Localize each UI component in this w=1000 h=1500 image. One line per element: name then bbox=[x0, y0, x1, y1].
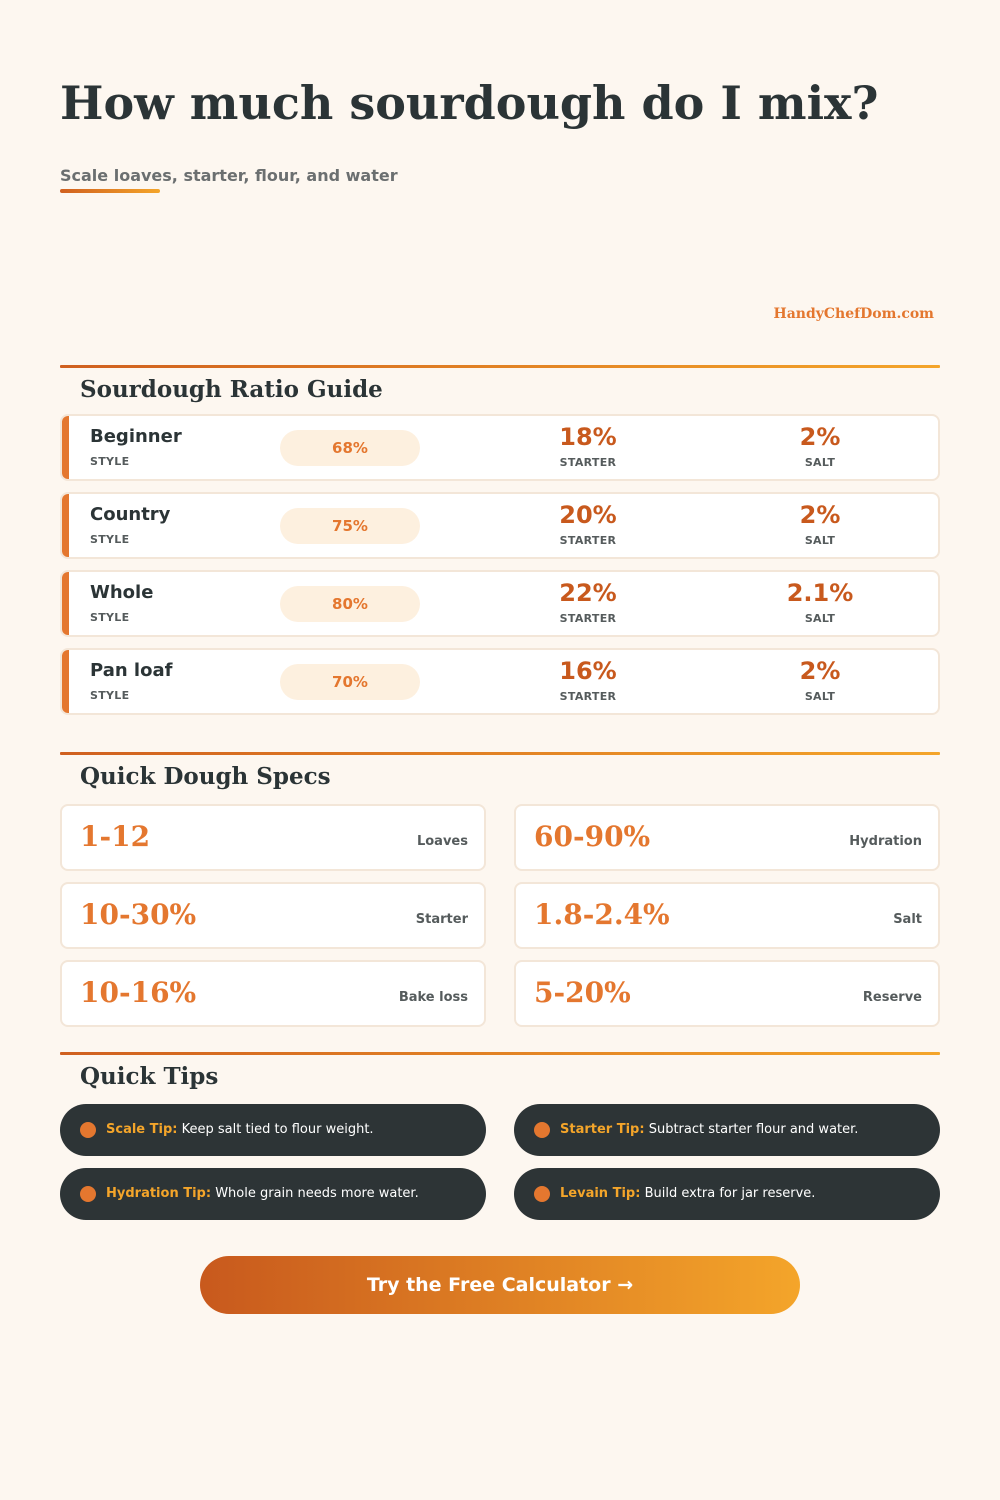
spec-value: 1-12 bbox=[80, 820, 151, 853]
spec-value: 60-90% bbox=[534, 820, 651, 853]
bullet-dot-icon bbox=[534, 1186, 550, 1202]
section-divider bbox=[60, 365, 940, 368]
hydration-pill: 68% bbox=[280, 430, 420, 466]
salt-stat bbox=[750, 500, 890, 547]
bullet-dot-icon bbox=[534, 1122, 550, 1138]
spec-value: 5-20% bbox=[534, 976, 631, 1009]
row-accent-bar bbox=[62, 650, 69, 713]
tip-title: Scale Tip: bbox=[106, 1122, 178, 1137]
salt-value: 2% bbox=[799, 657, 841, 685]
style-name: Pan loaf bbox=[90, 660, 173, 681]
salt-value: 2.1% bbox=[786, 579, 854, 607]
brand-name: HandyChefDom.com bbox=[773, 306, 934, 322]
page-subtitle: Scale loaves, starter, flour, and water bbox=[60, 166, 398, 185]
section-divider bbox=[60, 752, 940, 755]
page-title: How much sourdough do I mix? bbox=[60, 76, 879, 130]
salt-label: SALT bbox=[804, 612, 836, 625]
salt-label: SALT bbox=[804, 690, 836, 703]
style-label: STYLE bbox=[90, 689, 130, 702]
starter-stat bbox=[518, 422, 658, 469]
ratio-row-whole bbox=[60, 570, 940, 637]
spec-label: Starter bbox=[415, 912, 468, 927]
ratio-row-country bbox=[60, 492, 940, 559]
tips-title: Quick Tips bbox=[80, 1063, 219, 1090]
starter-value: 18% bbox=[559, 423, 617, 451]
section-divider bbox=[60, 1052, 940, 1055]
spec-value: 10-16% bbox=[80, 976, 197, 1009]
specs-title: Quick Dough Specs bbox=[80, 763, 331, 790]
spec-card-reserve bbox=[514, 960, 940, 1027]
spec-card-salt bbox=[514, 882, 940, 949]
tip-body: Build extra for jar reserve. bbox=[644, 1186, 816, 1201]
spec-card-bake-loss bbox=[60, 960, 486, 1027]
starter-stat bbox=[518, 500, 658, 547]
starter-label: STARTER bbox=[559, 456, 617, 469]
starter-stat bbox=[518, 656, 658, 703]
salt-stat bbox=[750, 578, 890, 625]
salt-stat bbox=[750, 656, 890, 703]
spec-label: Salt bbox=[893, 912, 922, 927]
tip-title: Hydration Tip: bbox=[106, 1186, 212, 1201]
starter-label: STARTER bbox=[559, 690, 617, 703]
tip-text bbox=[560, 1168, 815, 1220]
ratio-guide-title: Sourdough Ratio Guide bbox=[80, 376, 383, 403]
bullet-dot-icon bbox=[80, 1122, 96, 1138]
salt-label: SALT bbox=[804, 534, 836, 547]
style-label: STYLE bbox=[90, 533, 130, 546]
starter-value: 16% bbox=[559, 657, 617, 685]
style-name: Country bbox=[90, 504, 171, 525]
tip-text bbox=[106, 1168, 419, 1220]
tips-section bbox=[60, 1052, 940, 1201]
tip-text bbox=[106, 1104, 374, 1156]
tip-body: Subtract starter flour and water. bbox=[648, 1122, 859, 1137]
spec-label: Bake loss bbox=[398, 990, 468, 1005]
salt-label: SALT bbox=[804, 456, 836, 469]
starter-value: 20% bbox=[559, 501, 617, 529]
tip-title: Starter Tip: bbox=[560, 1122, 645, 1137]
tip-body: Keep salt tied to flour weight. bbox=[181, 1122, 374, 1137]
starter-value: 22% bbox=[559, 579, 617, 607]
salt-value: 2% bbox=[799, 501, 841, 529]
try-calculator-button[interactable]: Try the Free Calculator → bbox=[200, 1256, 800, 1314]
row-accent-bar bbox=[62, 416, 69, 479]
ratio-row-beginner bbox=[60, 414, 940, 481]
starter-label: STARTER bbox=[559, 534, 617, 547]
specs-section bbox=[60, 752, 940, 1009]
tip-text bbox=[560, 1104, 858, 1156]
spec-label: Loaves bbox=[416, 834, 468, 849]
starter-stat bbox=[518, 578, 658, 625]
tip-starter bbox=[514, 1104, 940, 1156]
tip-body: Whole grain needs more water. bbox=[215, 1186, 419, 1201]
tip-levain bbox=[514, 1168, 940, 1220]
salt-stat bbox=[750, 422, 890, 469]
hydration-pill: 75% bbox=[280, 508, 420, 544]
tip-scale bbox=[60, 1104, 486, 1156]
hydration-pill: 80% bbox=[280, 586, 420, 622]
style-label: STYLE bbox=[90, 455, 130, 468]
salt-value: 2% bbox=[799, 423, 841, 451]
spec-card-hydration bbox=[514, 804, 940, 871]
style-label: STYLE bbox=[90, 611, 130, 624]
tip-hydration bbox=[60, 1168, 486, 1220]
spec-card-loaves bbox=[60, 804, 486, 871]
tip-title: Levain Tip: bbox=[560, 1186, 641, 1201]
hydration-pill: 70% bbox=[280, 664, 420, 700]
row-accent-bar bbox=[62, 572, 69, 635]
row-accent-bar bbox=[62, 494, 69, 557]
spec-value: 1.8-2.4% bbox=[534, 898, 670, 931]
spec-value: 10-30% bbox=[80, 898, 197, 931]
bullet-dot-icon bbox=[80, 1186, 96, 1202]
ratio-row-pan-loaf bbox=[60, 648, 940, 715]
style-name: Beginner bbox=[90, 426, 182, 447]
subtitle-underline bbox=[60, 189, 160, 193]
spec-label: Hydration bbox=[849, 834, 922, 849]
ratio-guide-section bbox=[60, 365, 940, 726]
spec-label: Reserve bbox=[862, 990, 922, 1005]
style-name: Whole bbox=[90, 582, 154, 603]
spec-card-starter bbox=[60, 882, 486, 949]
starter-label: STARTER bbox=[559, 612, 617, 625]
